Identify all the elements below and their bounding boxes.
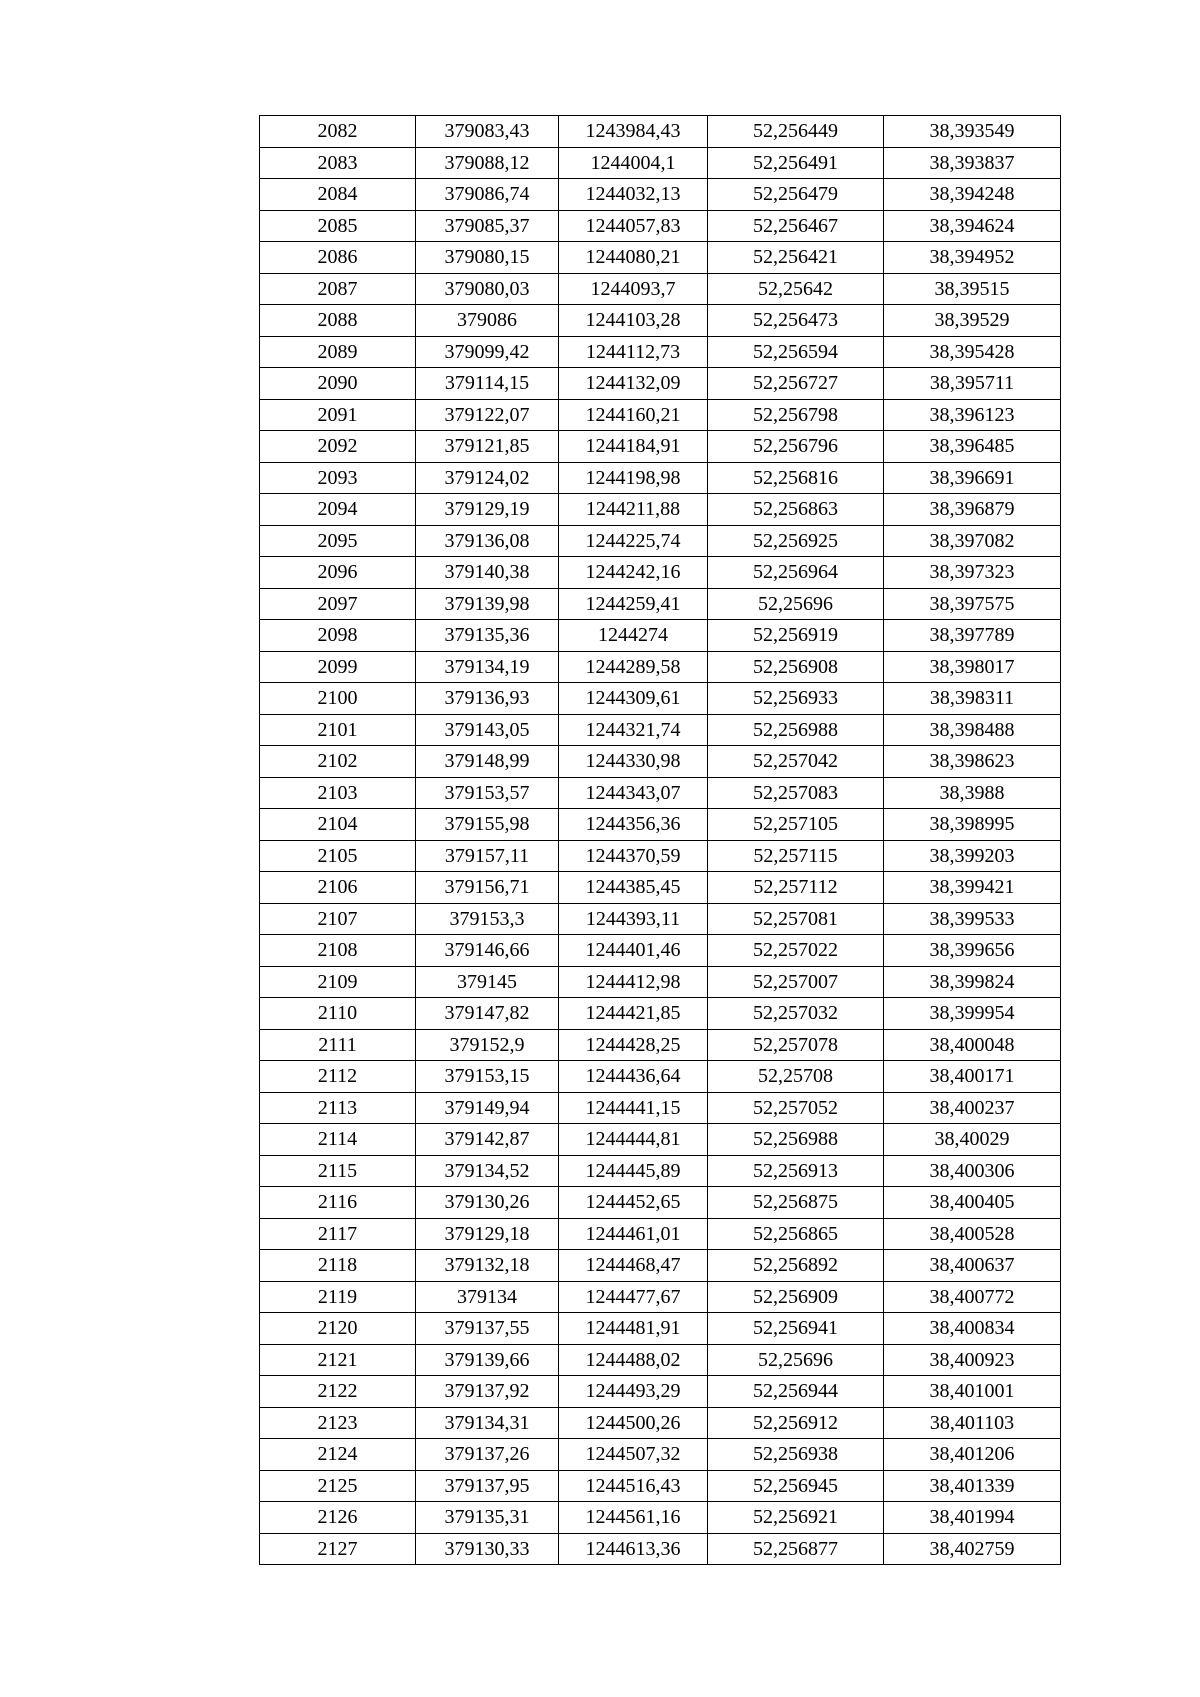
x-coordinate-cell: 379132,18	[416, 1250, 559, 1282]
longitude-cell: 38,399824	[884, 966, 1061, 998]
longitude-cell: 38,399533	[884, 903, 1061, 935]
point-number-cell: 2105	[260, 840, 416, 872]
longitude-cell: 38,397789	[884, 620, 1061, 652]
x-coordinate-cell: 379080,15	[416, 242, 559, 274]
latitude-cell: 52,256865	[708, 1218, 884, 1250]
y-coordinate-cell: 1244093,7	[559, 273, 708, 305]
point-number-cell: 2093	[260, 462, 416, 494]
y-coordinate-cell: 1244481,91	[559, 1313, 708, 1345]
latitude-cell: 52,257052	[708, 1092, 884, 1124]
y-coordinate-cell: 1244385,45	[559, 872, 708, 904]
table-row	[260, 588, 1061, 620]
table-row	[260, 179, 1061, 211]
table-row	[260, 1155, 1061, 1187]
table-row	[260, 1187, 1061, 1219]
longitude-cell: 38,394952	[884, 242, 1061, 274]
point-number-cell: 2085	[260, 210, 416, 242]
x-coordinate-cell: 379136,08	[416, 525, 559, 557]
longitude-cell: 38,400171	[884, 1061, 1061, 1093]
point-number-cell: 2117	[260, 1218, 416, 1250]
latitude-cell: 52,256964	[708, 557, 884, 589]
longitude-cell: 38,401001	[884, 1376, 1061, 1408]
x-coordinate-cell: 379137,55	[416, 1313, 559, 1345]
latitude-cell: 52,257007	[708, 966, 884, 998]
latitude-cell: 52,256892	[708, 1250, 884, 1282]
table-row	[260, 1376, 1061, 1408]
x-coordinate-cell: 379142,87	[416, 1124, 559, 1156]
table-row	[260, 431, 1061, 463]
longitude-cell: 38,3988	[884, 777, 1061, 809]
x-coordinate-cell: 379135,36	[416, 620, 559, 652]
coordinates-table-body	[260, 116, 1061, 1565]
x-coordinate-cell: 379153,57	[416, 777, 559, 809]
y-coordinate-cell: 1244441,15	[559, 1092, 708, 1124]
table-row	[260, 1344, 1061, 1376]
x-coordinate-cell: 379157,11	[416, 840, 559, 872]
latitude-cell: 52,256863	[708, 494, 884, 526]
latitude-cell: 52,257078	[708, 1029, 884, 1061]
latitude-cell: 52,25708	[708, 1061, 884, 1093]
longitude-cell: 38,393837	[884, 147, 1061, 179]
point-number-cell: 2090	[260, 368, 416, 400]
point-number-cell: 2120	[260, 1313, 416, 1345]
longitude-cell: 38,398488	[884, 714, 1061, 746]
x-coordinate-cell: 379152,9	[416, 1029, 559, 1061]
latitude-cell: 52,256988	[708, 1124, 884, 1156]
table-row	[260, 1407, 1061, 1439]
x-coordinate-cell: 379149,94	[416, 1092, 559, 1124]
latitude-cell: 52,256912	[708, 1407, 884, 1439]
table-row	[260, 147, 1061, 179]
y-coordinate-cell: 1243984,43	[559, 116, 708, 148]
y-coordinate-cell: 1244103,28	[559, 305, 708, 337]
point-number-cell: 2111	[260, 1029, 416, 1061]
latitude-cell: 52,256925	[708, 525, 884, 557]
longitude-cell: 38,400405	[884, 1187, 1061, 1219]
table-row	[260, 399, 1061, 431]
point-number-cell: 2098	[260, 620, 416, 652]
latitude-cell: 52,256449	[708, 116, 884, 148]
x-coordinate-cell: 379129,18	[416, 1218, 559, 1250]
table-row	[260, 1029, 1061, 1061]
x-coordinate-cell: 379137,26	[416, 1439, 559, 1471]
y-coordinate-cell: 1244198,98	[559, 462, 708, 494]
y-coordinate-cell: 1244112,73	[559, 336, 708, 368]
point-number-cell: 2094	[260, 494, 416, 526]
latitude-cell: 52,257081	[708, 903, 884, 935]
table-row	[260, 1061, 1061, 1093]
x-coordinate-cell: 379114,15	[416, 368, 559, 400]
point-number-cell: 2083	[260, 147, 416, 179]
y-coordinate-cell: 1244468,47	[559, 1250, 708, 1282]
x-coordinate-cell: 379153,15	[416, 1061, 559, 1093]
longitude-cell: 38,398623	[884, 746, 1061, 778]
point-number-cell: 2095	[260, 525, 416, 557]
y-coordinate-cell: 1244080,21	[559, 242, 708, 274]
latitude-cell: 52,25696	[708, 588, 884, 620]
x-coordinate-cell: 379143,05	[416, 714, 559, 746]
table-row	[260, 273, 1061, 305]
x-coordinate-cell: 379139,66	[416, 1344, 559, 1376]
latitude-cell: 52,257042	[708, 746, 884, 778]
x-coordinate-cell: 379148,99	[416, 746, 559, 778]
table-row	[260, 368, 1061, 400]
point-number-cell: 2088	[260, 305, 416, 337]
table-row	[260, 809, 1061, 841]
longitude-cell: 38,400637	[884, 1250, 1061, 1282]
latitude-cell: 52,256594	[708, 336, 884, 368]
longitude-cell: 38,396123	[884, 399, 1061, 431]
table-row	[260, 903, 1061, 935]
table-row	[260, 714, 1061, 746]
y-coordinate-cell: 1244500,26	[559, 1407, 708, 1439]
table-row	[260, 1439, 1061, 1471]
latitude-cell: 52,256921	[708, 1502, 884, 1534]
point-number-cell: 2118	[260, 1250, 416, 1282]
point-number-cell: 2108	[260, 935, 416, 967]
x-coordinate-cell: 379129,19	[416, 494, 559, 526]
y-coordinate-cell: 1244242,16	[559, 557, 708, 589]
longitude-cell: 38,399954	[884, 998, 1061, 1030]
y-coordinate-cell: 1244401,46	[559, 935, 708, 967]
longitude-cell: 38,401206	[884, 1439, 1061, 1471]
y-coordinate-cell: 1244428,25	[559, 1029, 708, 1061]
y-coordinate-cell: 1244289,58	[559, 651, 708, 683]
longitude-cell: 38,394624	[884, 210, 1061, 242]
longitude-cell: 38,396879	[884, 494, 1061, 526]
point-number-cell: 2096	[260, 557, 416, 589]
x-coordinate-cell: 379099,42	[416, 336, 559, 368]
latitude-cell: 52,257083	[708, 777, 884, 809]
longitude-cell: 38,39529	[884, 305, 1061, 337]
longitude-cell: 38,398017	[884, 651, 1061, 683]
y-coordinate-cell: 1244393,11	[559, 903, 708, 935]
point-number-cell: 2119	[260, 1281, 416, 1313]
x-coordinate-cell: 379134,19	[416, 651, 559, 683]
point-number-cell: 2082	[260, 116, 416, 148]
y-coordinate-cell: 1244412,98	[559, 966, 708, 998]
latitude-cell: 52,257115	[708, 840, 884, 872]
x-coordinate-cell: 379085,37	[416, 210, 559, 242]
y-coordinate-cell: 1244343,07	[559, 777, 708, 809]
y-coordinate-cell: 1244488,02	[559, 1344, 708, 1376]
longitude-cell: 38,398995	[884, 809, 1061, 841]
point-number-cell: 2107	[260, 903, 416, 935]
longitude-cell: 38,394248	[884, 179, 1061, 211]
point-number-cell: 2101	[260, 714, 416, 746]
y-coordinate-cell: 1244613,36	[559, 1533, 708, 1565]
table-row	[260, 462, 1061, 494]
longitude-cell: 38,393549	[884, 116, 1061, 148]
longitude-cell: 38,397575	[884, 588, 1061, 620]
latitude-cell: 52,256816	[708, 462, 884, 494]
point-number-cell: 2092	[260, 431, 416, 463]
table-row	[260, 935, 1061, 967]
point-number-cell: 2089	[260, 336, 416, 368]
longitude-cell: 38,395428	[884, 336, 1061, 368]
latitude-cell: 52,256421	[708, 242, 884, 274]
table-row	[260, 494, 1061, 526]
longitude-cell: 38,400528	[884, 1218, 1061, 1250]
point-number-cell: 2126	[260, 1502, 416, 1534]
latitude-cell: 52,256479	[708, 179, 884, 211]
table-row	[260, 966, 1061, 998]
y-coordinate-cell: 1244259,41	[559, 588, 708, 620]
longitude-cell: 38,400306	[884, 1155, 1061, 1187]
point-number-cell: 2110	[260, 998, 416, 1030]
table-row	[260, 840, 1061, 872]
y-coordinate-cell: 1244184,91	[559, 431, 708, 463]
y-coordinate-cell: 1244370,59	[559, 840, 708, 872]
longitude-cell: 38,397323	[884, 557, 1061, 589]
latitude-cell: 52,25696	[708, 1344, 884, 1376]
y-coordinate-cell: 1244160,21	[559, 399, 708, 431]
table-row	[260, 242, 1061, 274]
y-coordinate-cell: 1244132,09	[559, 368, 708, 400]
point-number-cell: 2084	[260, 179, 416, 211]
y-coordinate-cell: 1244356,36	[559, 809, 708, 841]
y-coordinate-cell: 1244477,67	[559, 1281, 708, 1313]
x-coordinate-cell: 379124,02	[416, 462, 559, 494]
table-row	[260, 1250, 1061, 1282]
latitude-cell: 52,256944	[708, 1376, 884, 1408]
longitude-cell: 38,39515	[884, 273, 1061, 305]
longitude-cell: 38,399656	[884, 935, 1061, 967]
latitude-cell: 52,256913	[708, 1155, 884, 1187]
latitude-cell: 52,256988	[708, 714, 884, 746]
latitude-cell: 52,256875	[708, 1187, 884, 1219]
x-coordinate-cell: 379135,31	[416, 1502, 559, 1534]
latitude-cell: 52,257112	[708, 872, 884, 904]
y-coordinate-cell: 1244211,88	[559, 494, 708, 526]
point-number-cell: 2121	[260, 1344, 416, 1376]
table-row	[260, 525, 1061, 557]
x-coordinate-cell: 379140,38	[416, 557, 559, 589]
y-coordinate-cell: 1244321,74	[559, 714, 708, 746]
y-coordinate-cell: 1244461,01	[559, 1218, 708, 1250]
table-row	[260, 746, 1061, 778]
latitude-cell: 52,257105	[708, 809, 884, 841]
x-coordinate-cell: 379137,92	[416, 1376, 559, 1408]
table-row	[260, 557, 1061, 589]
table-row	[260, 1313, 1061, 1345]
x-coordinate-cell: 379146,66	[416, 935, 559, 967]
y-coordinate-cell: 1244330,98	[559, 746, 708, 778]
y-coordinate-cell: 1244452,65	[559, 1187, 708, 1219]
point-number-cell: 2086	[260, 242, 416, 274]
y-coordinate-cell: 1244507,32	[559, 1439, 708, 1471]
x-coordinate-cell: 379134,31	[416, 1407, 559, 1439]
point-number-cell: 2113	[260, 1092, 416, 1124]
y-coordinate-cell: 1244057,83	[559, 210, 708, 242]
longitude-cell: 38,396485	[884, 431, 1061, 463]
table-row	[260, 210, 1061, 242]
x-coordinate-cell: 379147,82	[416, 998, 559, 1030]
x-coordinate-cell: 379122,07	[416, 399, 559, 431]
y-coordinate-cell: 1244004,1	[559, 147, 708, 179]
latitude-cell: 52,256919	[708, 620, 884, 652]
point-number-cell: 2124	[260, 1439, 416, 1471]
point-number-cell: 2112	[260, 1061, 416, 1093]
y-coordinate-cell: 1244309,61	[559, 683, 708, 715]
x-coordinate-cell: 379137,95	[416, 1470, 559, 1502]
x-coordinate-cell: 379134,52	[416, 1155, 559, 1187]
point-number-cell: 2087	[260, 273, 416, 305]
y-coordinate-cell: 1244493,29	[559, 1376, 708, 1408]
longitude-cell: 38,402759	[884, 1533, 1061, 1565]
point-number-cell: 2125	[260, 1470, 416, 1502]
point-number-cell: 2097	[260, 588, 416, 620]
latitude-cell: 52,256796	[708, 431, 884, 463]
latitude-cell: 52,256938	[708, 1439, 884, 1471]
longitude-cell: 38,398311	[884, 683, 1061, 715]
latitude-cell: 52,25642	[708, 273, 884, 305]
point-number-cell: 2106	[260, 872, 416, 904]
longitude-cell: 38,400834	[884, 1313, 1061, 1345]
table-row	[260, 777, 1061, 809]
y-coordinate-cell: 1244561,16	[559, 1502, 708, 1534]
y-coordinate-cell: 1244225,74	[559, 525, 708, 557]
longitude-cell: 38,400048	[884, 1029, 1061, 1061]
y-coordinate-cell: 1244032,13	[559, 179, 708, 211]
y-coordinate-cell: 1244421,85	[559, 998, 708, 1030]
point-number-cell: 2099	[260, 651, 416, 683]
table-row	[260, 1470, 1061, 1502]
longitude-cell: 38,395711	[884, 368, 1061, 400]
latitude-cell: 52,256909	[708, 1281, 884, 1313]
x-coordinate-cell: 379134	[416, 1281, 559, 1313]
longitude-cell: 38,396691	[884, 462, 1061, 494]
table-row	[260, 1502, 1061, 1534]
table-row	[260, 336, 1061, 368]
latitude-cell: 52,256798	[708, 399, 884, 431]
table-row	[260, 116, 1061, 148]
table-row	[260, 1124, 1061, 1156]
x-coordinate-cell: 379086	[416, 305, 559, 337]
x-coordinate-cell: 379155,98	[416, 809, 559, 841]
longitude-cell: 38,399421	[884, 872, 1061, 904]
point-number-cell: 2115	[260, 1155, 416, 1187]
y-coordinate-cell: 1244516,43	[559, 1470, 708, 1502]
latitude-cell: 52,257022	[708, 935, 884, 967]
point-number-cell: 2091	[260, 399, 416, 431]
coordinates-table	[259, 115, 1061, 1565]
point-number-cell: 2102	[260, 746, 416, 778]
y-coordinate-cell: 1244444,81	[559, 1124, 708, 1156]
table-row	[260, 683, 1061, 715]
point-number-cell: 2114	[260, 1124, 416, 1156]
point-number-cell: 2123	[260, 1407, 416, 1439]
table-row	[260, 620, 1061, 652]
table-row	[260, 1533, 1061, 1565]
longitude-cell: 38,400772	[884, 1281, 1061, 1313]
x-coordinate-cell: 379145	[416, 966, 559, 998]
x-coordinate-cell: 379083,43	[416, 116, 559, 148]
longitude-cell: 38,400923	[884, 1344, 1061, 1376]
table-row	[260, 651, 1061, 683]
table-row	[260, 872, 1061, 904]
longitude-cell: 38,40029	[884, 1124, 1061, 1156]
point-number-cell: 2100	[260, 683, 416, 715]
table-row	[260, 1281, 1061, 1313]
latitude-cell: 52,256933	[708, 683, 884, 715]
point-number-cell: 2122	[260, 1376, 416, 1408]
latitude-cell: 52,257032	[708, 998, 884, 1030]
longitude-cell: 38,397082	[884, 525, 1061, 557]
longitude-cell: 38,401339	[884, 1470, 1061, 1502]
latitude-cell: 52,256467	[708, 210, 884, 242]
table-row	[260, 1218, 1061, 1250]
latitude-cell: 52,256945	[708, 1470, 884, 1502]
point-number-cell: 2116	[260, 1187, 416, 1219]
latitude-cell: 52,256491	[708, 147, 884, 179]
point-number-cell: 2103	[260, 777, 416, 809]
point-number-cell: 2104	[260, 809, 416, 841]
point-number-cell: 2127	[260, 1533, 416, 1565]
x-coordinate-cell: 379130,26	[416, 1187, 559, 1219]
x-coordinate-cell: 379080,03	[416, 273, 559, 305]
x-coordinate-cell: 379156,71	[416, 872, 559, 904]
x-coordinate-cell: 379130,33	[416, 1533, 559, 1565]
latitude-cell: 52,256877	[708, 1533, 884, 1565]
latitude-cell: 52,256908	[708, 651, 884, 683]
latitude-cell: 52,256941	[708, 1313, 884, 1345]
x-coordinate-cell: 379153,3	[416, 903, 559, 935]
longitude-cell: 38,400237	[884, 1092, 1061, 1124]
longitude-cell: 38,399203	[884, 840, 1061, 872]
x-coordinate-cell: 379136,93	[416, 683, 559, 715]
longitude-cell: 38,401103	[884, 1407, 1061, 1439]
latitude-cell: 52,256727	[708, 368, 884, 400]
x-coordinate-cell: 379088,12	[416, 147, 559, 179]
latitude-cell: 52,256473	[708, 305, 884, 337]
y-coordinate-cell: 1244445,89	[559, 1155, 708, 1187]
table-row	[260, 305, 1061, 337]
table-row	[260, 1092, 1061, 1124]
table-row	[260, 998, 1061, 1030]
x-coordinate-cell: 379139,98	[416, 588, 559, 620]
x-coordinate-cell: 379086,74	[416, 179, 559, 211]
y-coordinate-cell: 1244274	[559, 620, 708, 652]
point-number-cell: 2109	[260, 966, 416, 998]
longitude-cell: 38,401994	[884, 1502, 1061, 1534]
y-coordinate-cell: 1244436,64	[559, 1061, 708, 1093]
x-coordinate-cell: 379121,85	[416, 431, 559, 463]
